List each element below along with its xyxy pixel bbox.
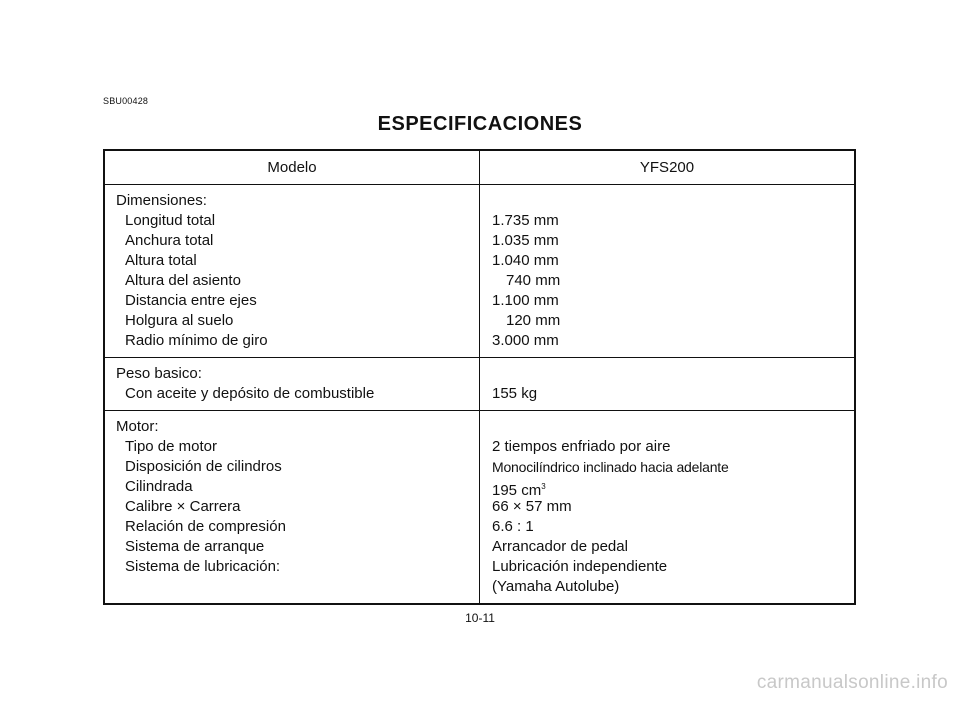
spec-value: 1.035 mm	[492, 232, 559, 249]
section-heading: Peso basico:	[116, 365, 202, 382]
spec-value: 195 cm	[492, 482, 542, 499]
spec-label: Sistema de arranque	[125, 538, 265, 555]
spec-label: Distancia entre ejes	[125, 292, 257, 309]
spec-label: Radio mínimo de giro	[125, 332, 268, 349]
spec-value: 66 × 57 mm	[492, 498, 572, 515]
spec-label: Tipo de motor	[125, 438, 217, 455]
spec-value: 155 kg	[492, 385, 538, 402]
peso-values	[480, 358, 854, 410]
spec-label: Altura total	[125, 252, 197, 269]
spec-value: 740 mm	[506, 272, 561, 289]
section-peso	[105, 357, 854, 410]
spec-value: 6.6 : 1	[492, 518, 534, 535]
header-model-label: Modelo	[105, 151, 480, 184]
section-motor	[105, 410, 854, 603]
spec-value: (Yamaha Autolube)	[492, 578, 620, 595]
spec-label: Calibre × Carrera	[125, 498, 241, 515]
spec-label: Holgura al suelo	[125, 312, 234, 329]
document-code: SBU00428	[103, 96, 149, 106]
spec-label: Sistema de lubricación:	[125, 558, 281, 575]
spec-value: 3.000 mm	[492, 332, 559, 349]
watermark: carmanualsonline.info	[756, 672, 948, 693]
spec-value: 1.100 mm	[492, 292, 559, 309]
motor-labels	[105, 411, 480, 603]
spec-label: Disposición de cilindros	[125, 458, 282, 475]
spec-value: 2 tiempos enfriado por aire	[492, 438, 671, 455]
peso-labels	[105, 358, 480, 410]
spec-value: Arrancador de pedal	[492, 538, 628, 555]
spec-value: Monocilíndrico inclinado hacia adelante	[492, 459, 729, 475]
section-dimensiones	[105, 184, 854, 357]
spec-label: Anchura total	[125, 232, 214, 249]
spec-value: Lubricación independiente	[492, 558, 668, 575]
spec-value: 1.040 mm	[492, 252, 559, 269]
page-number: 10-11	[465, 611, 495, 625]
spec-label: Cilindrada	[125, 478, 193, 495]
dimensiones-values	[480, 185, 854, 357]
spec-table	[103, 149, 856, 605]
spec-value: 120 mm	[506, 312, 561, 329]
page-title: ESPECIFICACIONES	[377, 113, 583, 135]
header-model-value: YFS200	[639, 159, 695, 176]
dimensiones-labels	[105, 185, 480, 357]
spec-value-cilindrada	[480, 477, 854, 497]
spec-label: Con aceite y depósito de combustible	[125, 385, 375, 402]
spec-value: 1.735 mm	[492, 212, 559, 229]
superscript-three: 3	[541, 482, 546, 491]
section-heading: Dimensiones:	[116, 192, 207, 209]
table-header-row	[105, 151, 854, 184]
spec-label: Altura del asiento	[125, 272, 241, 289]
motor-values	[480, 411, 854, 603]
spec-label: Relación de compresión	[125, 518, 286, 535]
spec-label: Longitud total	[125, 212, 216, 229]
section-heading: Motor:	[116, 418, 159, 435]
